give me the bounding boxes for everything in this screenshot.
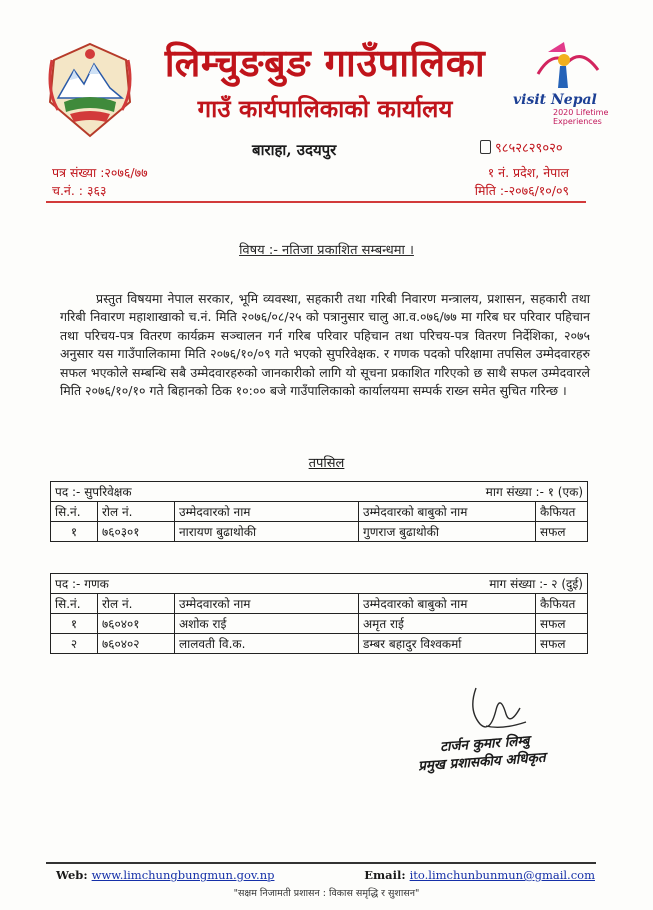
cell-remarks: सफल: [536, 522, 588, 542]
email-label: Email:: [364, 868, 406, 882]
header-serial: सि.नं.: [51, 594, 98, 614]
body-paragraph: प्रस्तुत विषयमा नेपाल सरकार, भूमि व्यवस्था, सहकारी तथा गरिबी निवारण मन्त्रालय, प्रशासन, सहकारी तथा गरिबी निवारण महाशाखाको च.नं. मिति २०७६/०८/२५ को पत्रानुसार चालु आ.व.०७६/७७ मा गरिब घर परिवार पहिचान तथा परिचय-पत्र वितरण कार्यक्रम सञ्चालन गर्न गरिब परिवार पहिचान तथा परिचय-पत्र वितरण निर्देशिका, २०७५ अनुसार यस गाउँपालिकामा मिति २०७६/१०/०९ गते भएको सुपरिवेक्षक. र गणक पदको परिक्षामा तपसिल उम्मेदवारहरु सफल भएकोले सम्बन्धि सबै उम्मेदवारहरुको जानकारीको लागि यो सूचना प्रकाशित गरिएको छ साथै सफल उम्मेदवारले मिति २०७६/१०/१० गते बिहानको ठिक १०:०० बजे गाउँपालिकाको कार्यालयमा सम्पर्क राख्न समेत सुचित गरिन्छ ।: [60, 291, 590, 399]
demand-count: माग संख्या :- १ (एक): [359, 482, 588, 502]
table-row: [51, 614, 588, 634]
cell-candidate: अशोक राई: [175, 614, 359, 634]
footer-slogan: "सक्षम निजामती प्रशासन : विकास समृद्धि र सुशासन": [233, 888, 420, 899]
office-name: गाउँ कार्यपालिकाको कार्यालय: [197, 94, 453, 123]
cell-remarks: सफल: [536, 614, 588, 634]
table-header-row: [51, 594, 588, 614]
website-link[interactable]: www.limchungbungmun.gov.np: [91, 868, 275, 882]
email-link[interactable]: ito.limchunbunmun@gmail.com: [409, 868, 595, 882]
cell-serial: २: [51, 634, 98, 654]
schedule-heading: तपसिल: [308, 456, 345, 471]
header-roll: रोल नं.: [98, 502, 175, 522]
post-label: पद :- गणक: [51, 574, 359, 594]
table-row: [51, 634, 588, 654]
footer-email: [364, 868, 595, 882]
header-candidate: उम्मेदवारको नाम: [175, 502, 359, 522]
cell-roll: ७६०३०१: [98, 522, 175, 542]
signatory-title: प्रमुख प्रशासकीय अधिकृत: [417, 749, 547, 775]
cell-roll: ७६०४०२: [98, 634, 175, 654]
table-header-row: [51, 502, 588, 522]
footer-web: [56, 868, 274, 882]
header-rule: [46, 201, 586, 203]
signatory-name: टार्जन कुमार लिम्बु: [439, 732, 530, 756]
header-serial: सि.नं.: [51, 502, 98, 522]
header-father: उम्मेदवारको बाबुको नाम: [359, 502, 536, 522]
cell-father: डम्बर बहादुर विश्वकर्मा: [359, 634, 536, 654]
subject-line: विषय :- नतिजा प्रकाशित सम्बन्धमा ।: [239, 243, 414, 258]
table-post-row: [51, 482, 588, 502]
table-row: [51, 522, 588, 542]
cell-father: अमृत राई: [359, 614, 536, 634]
letter-date: मिति :-२०७६/१०/०९: [474, 183, 569, 198]
cell-remarks: सफल: [536, 634, 588, 654]
province: १ नं. प्रदेश, नेपाल: [487, 165, 569, 180]
footer-rule: [46, 862, 596, 864]
header-remarks: कैफियत: [536, 502, 588, 522]
header-father: उम्मेदवारको बाबुको नाम: [359, 594, 536, 614]
cell-serial: १: [51, 522, 98, 542]
letter-number: पत्र संख्या :२०७६/७७: [52, 165, 148, 180]
web-label: Web:: [56, 868, 88, 882]
visit-nepal-year: 2020 Lifetime Experiences: [553, 108, 609, 126]
supervisor-table: [50, 481, 588, 542]
header-roll: रोल नं.: [98, 594, 175, 614]
phone-number: ९८५२८२९०२०: [480, 138, 563, 156]
cell-candidate: लालवती वि.क.: [175, 634, 359, 654]
municipality-name: लिम्चुङबुङ गाउँपालिका: [164, 40, 486, 85]
cell-father: गुणराज बुढाथोकी: [359, 522, 536, 542]
cell-serial: १: [51, 614, 98, 634]
phone-icon: [480, 140, 491, 154]
header-candidate: उम्मेदवारको नाम: [175, 594, 359, 614]
table-post-row: [51, 574, 588, 594]
post-label: पद :- सुपरिवेक्षक: [51, 482, 359, 502]
demand-count: माग संख्या :- २ (दुई): [359, 574, 588, 594]
enumerator-table: [50, 573, 588, 654]
dispatch-number: च.नं. : ३६३: [52, 183, 107, 198]
header-remarks: कैफियत: [536, 594, 588, 614]
cell-candidate: नारायण बुढाथोकी: [175, 522, 359, 542]
visit-nepal-text: visit Nepal: [513, 92, 597, 108]
office-address: बाराहा, उदयपुर: [252, 141, 337, 159]
nepal-emblem-icon: [44, 40, 136, 140]
cell-roll: ७६०४०१: [98, 614, 175, 634]
